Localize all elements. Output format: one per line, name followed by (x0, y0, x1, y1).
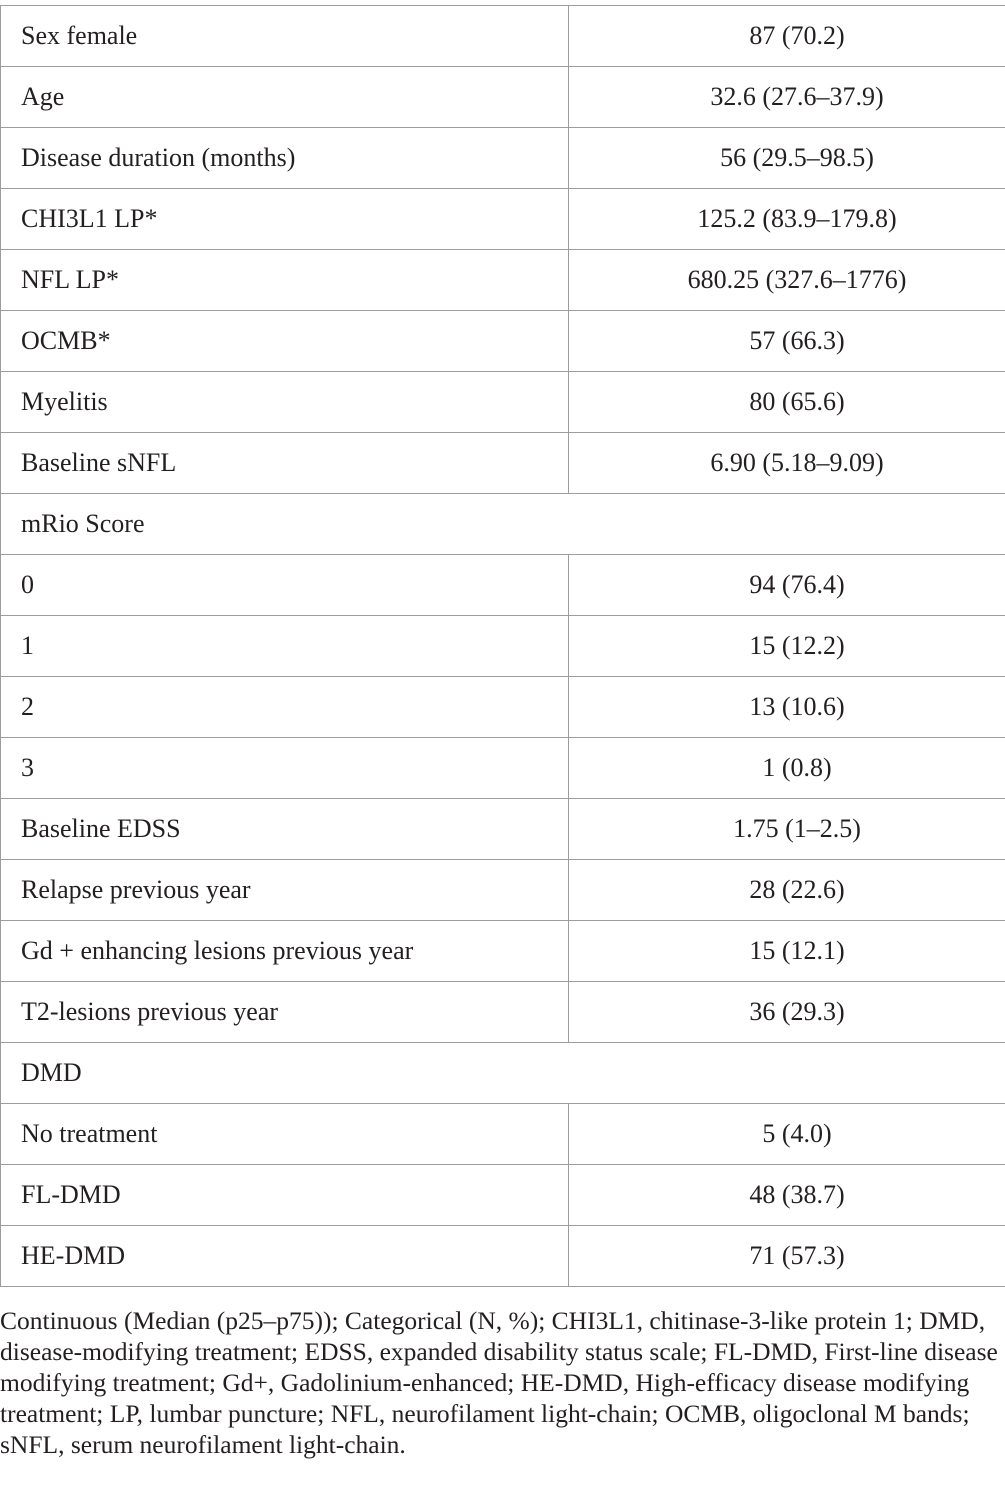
row-label-cell: Baseline EDSS (1, 799, 569, 860)
row-label-cell: Age (1, 67, 569, 128)
table-row (1, 921, 1005, 982)
row-label-cell: Sex female (1, 6, 569, 67)
row-label-cell: FL-DMD (1, 1165, 569, 1226)
section-header-cell: mRio Score (1, 494, 1005, 555)
table-row (1, 738, 1005, 799)
row-value-cell: 1.75 (1–2.5) (569, 799, 1005, 860)
section-header-cell: DMD (1, 1043, 1005, 1104)
row-value-cell: 71 (57.3) (569, 1226, 1005, 1287)
row-label-cell: 0 (1, 555, 569, 616)
table-row (1, 677, 1005, 738)
row-value-cell: 15 (12.2) (569, 616, 1005, 677)
row-label-cell: NFL LP* (1, 250, 569, 311)
row-value-cell: 94 (76.4) (569, 555, 1005, 616)
table-row (1, 128, 1005, 189)
table-row (1, 6, 1005, 67)
row-label-cell: 1 (1, 616, 569, 677)
baseline-characteristics-table-wrapper (0, 5, 1005, 1287)
table-row (1, 616, 1005, 677)
table-row (1, 555, 1005, 616)
row-value-cell: 32.6 (27.6–37.9) (569, 67, 1005, 128)
table-row (1, 372, 1005, 433)
table-body (1, 6, 1005, 1287)
row-value-cell: 28 (22.6) (569, 860, 1005, 921)
row-value-cell: 36 (29.3) (569, 982, 1005, 1043)
row-value-cell: 57 (66.3) (569, 311, 1005, 372)
table-row (1, 189, 1005, 250)
row-label-cell: HE-DMD (1, 1226, 569, 1287)
row-value-cell: 680.25 (327.6–1776) (569, 250, 1005, 311)
row-value-cell: 6.90 (5.18–9.09) (569, 433, 1005, 494)
row-value-cell: 48 (38.7) (569, 1165, 1005, 1226)
row-value-cell: 87 (70.2) (569, 6, 1005, 67)
baseline-characteristics-table (0, 5, 1005, 1287)
row-label-cell: No treatment (1, 1104, 569, 1165)
row-value-cell: 56 (29.5–98.5) (569, 128, 1005, 189)
table-section-row (1, 494, 1005, 555)
row-value-cell: 80 (65.6) (569, 372, 1005, 433)
table-row (1, 311, 1005, 372)
row-label-cell: CHI3L1 LP* (1, 189, 569, 250)
row-value-cell: 125.2 (83.9–179.8) (569, 189, 1005, 250)
table-row (1, 799, 1005, 860)
row-label-cell: Myelitis (1, 372, 569, 433)
row-label-cell: OCMB* (1, 311, 569, 372)
row-label-cell: Relapse previous year (1, 860, 569, 921)
row-value-cell: 5 (4.0) (569, 1104, 1005, 1165)
table-row (1, 1226, 1005, 1287)
row-value-cell: 13 (10.6) (569, 677, 1005, 738)
row-label-cell: Disease duration (months) (1, 128, 569, 189)
row-value-cell: 1 (0.8) (569, 738, 1005, 799)
table-row (1, 860, 1005, 921)
table-row (1, 1104, 1005, 1165)
row-label-cell: Baseline sNFL (1, 433, 569, 494)
row-value-cell: 15 (12.1) (569, 921, 1005, 982)
row-label-cell: 2 (1, 677, 569, 738)
table-row (1, 433, 1005, 494)
table-section-row (1, 1043, 1005, 1104)
table-row (1, 1165, 1005, 1226)
row-label-cell: 3 (1, 738, 569, 799)
table-row (1, 67, 1005, 128)
table-footnote: Continuous (Median (p25–p75)); Categorical (N, %); CHI3L1, chitinase-3-like protein 1; DMD, disease-modifying treatment; EDSS, expanded disability status scale; FL-DMD, First-line disease modifying treatment; Gd+, Gadolinium-enhanced; HE-DMD, High-efficacy disease modifying treatment; LP, lumbar puncture; NFL, neurofilament light-chain; OCMB, oligoclonal M bands; sNFL, serum neurofilament light-chain. (0, 1306, 998, 1459)
table-row (1, 982, 1005, 1043)
table-row (1, 250, 1005, 311)
row-label-cell: Gd + enhancing lesions previous year (1, 921, 569, 982)
row-label-cell: T2-lesions previous year (1, 982, 569, 1043)
